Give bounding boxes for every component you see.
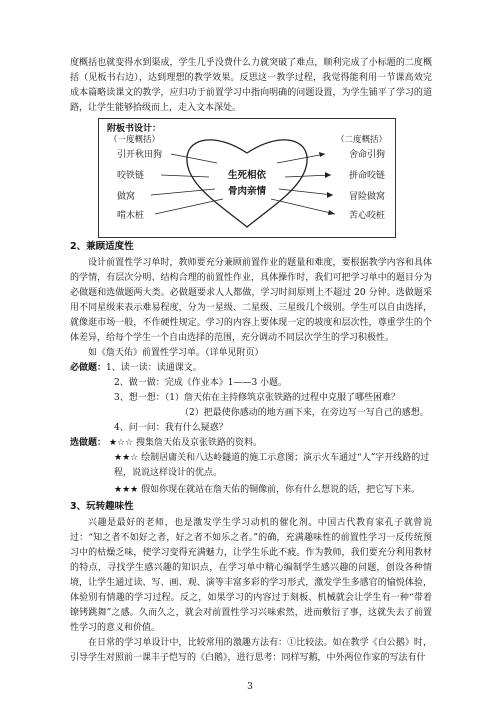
required-item: 4、问一问：我有什么疑惑？ <box>114 423 228 433</box>
optional-item: 假如你现在就站在詹天佑的铜像前，你有什么想说的话，把它写下来。 <box>141 485 421 495</box>
required-block <box>70 361 432 376</box>
arrow-line-1 <box>171 154 217 163</box>
left-item: 引开秋田狗 <box>117 150 163 160</box>
right-item: 舍命引狗 <box>348 150 385 160</box>
blackboard-design-box <box>98 118 396 238</box>
paragraph-moderation: 设计前置性学习单时，教师要充分兼顾前置作业的题量和难度，要根据教学内容和具体的学情，有层次分明、结构合理的前置性作业，具体操作时，我们可把学习单中的题目分为必做题和选做题两大类。必做题要求人人都做，学习时间原则上不超过 20 分钟。选做题采用不同星级来表示难易程度，分为一星级、二星级、三星级几个级别。学生可以自由选择，就像逛市场一般，不作硬性规定。学习的内容上要体现一定的坡度和层次性，尊重学生的个体差异，给每个学生一个自由选择的范围，充分调动不同层次学生的学习积极性。 <box>70 258 432 343</box>
heart-text-1: 生死相依 <box>227 170 266 181</box>
document-page <box>70 56 432 666</box>
left-item: 咬铁链 <box>117 171 145 181</box>
required-item: 2、做一做：完成《作业本》1——3 小题。 <box>114 378 288 388</box>
star-rating: ★★☆ <box>114 453 139 463</box>
left-heading: （一度概括） <box>109 135 161 145</box>
left-item: 做窝 <box>117 192 136 202</box>
optional-row <box>70 451 432 481</box>
right-item: 冒险做窝 <box>348 192 385 202</box>
arrow-head-8 <box>328 210 335 215</box>
example-line: 如《詹天佑》前置性学习单。（详单见附页） <box>88 348 264 358</box>
star-rating: ★★★ <box>114 485 139 495</box>
board-title: 附板书设计： <box>107 124 162 134</box>
paragraph-intro: 度概括也就变得水到渠成，学生几乎没费什么力就突破了难点，顺利完成了小标题的二度概括（见板书右边），达到理想的教学效果。反思这一教学过程，我觉得能利用一节课高效完成本篇略读课文的教学，应归功于前置学习中指向明确的问题设置，为学生铺平了学习的道路，让学生能够拾级而上，走入文本深处。 <box>70 58 432 113</box>
arrow-line-8 <box>271 199 335 214</box>
arrow-line-5 <box>277 154 325 163</box>
optional-item: 绘制居庸关和八达岭隧道的施工示意图；演示火车通过“人”字开线路的过程，说说这样设计的优点。 <box>114 453 430 478</box>
paragraph-interest: 兴趣是最好的老师，也是激发学生学习动机的催化剂。中国古代教育家孔子就曾说过：“知之者不如好之者，好之者不如乐之者。”的确，充满趣味性的前置性学习一反传统预习中的枯燥乏味，使学习变得充满魅力，让学生乐此不疲。作为教师，我们要充分利用教材的特点，寻找学生感兴趣的知识点，在学习单中精心编制学生感兴趣的问题，创设各种情境，让学生通过读、写、画、观、演等丰富多彩的学习形式，激发学生多感官的愉悦体验，体验别有情趣的学习过程。反之，如果学习的内容过于刻板、机械就会让学生有一种“带着镣铐跳舞”之感。久而久之，就会对前置性学习兴味索然，进而敷衍了事，这就失去了前置性学习的意义和价值。 <box>70 518 432 633</box>
optional-block <box>70 436 432 451</box>
right-item: 苦心咬桩 <box>348 211 385 221</box>
required-item: （2）把最使你感动的地方画下来，在旁边写一写自己的感想。 <box>180 408 429 418</box>
page-number: 3 <box>247 682 253 692</box>
right-heading: （二度概括） <box>335 135 387 145</box>
paragraph-methods: 在日常的学习单设计中，比较常用的激趣方法有：①比较法。如在教学《白公鹅》时，引导学生对照前一课丰子恺写的《白鹅》，进行思考：同样写鹅，中外两位作家的写法有什 <box>70 638 432 663</box>
heart-text-2: 骨肉亲情 <box>227 186 266 197</box>
required-label: 必做题： <box>70 363 107 373</box>
arrow-head-5 <box>319 152 325 157</box>
optional-label: 选做题： <box>70 438 107 448</box>
required-item: 3、想一想：（1）詹天佑在主持修筑京张铁路的过程中克服了哪些困难？ <box>114 393 400 403</box>
right-item: 拼命咬链 <box>348 171 385 181</box>
left-item: 啃木桩 <box>117 211 145 221</box>
arrow-line-4 <box>155 199 223 214</box>
section-heading-2: 2、兼顾适度性 <box>70 241 134 252</box>
section-heading-3: 3、玩转趣味性 <box>70 501 134 512</box>
optional-item: 搜集詹天佑及京张铁路的资料。 <box>135 438 262 448</box>
required-item: 1、读一读：读通课文。 <box>106 363 202 373</box>
optional-row <box>70 483 432 498</box>
star-rating: ★☆☆ <box>108 438 134 448</box>
